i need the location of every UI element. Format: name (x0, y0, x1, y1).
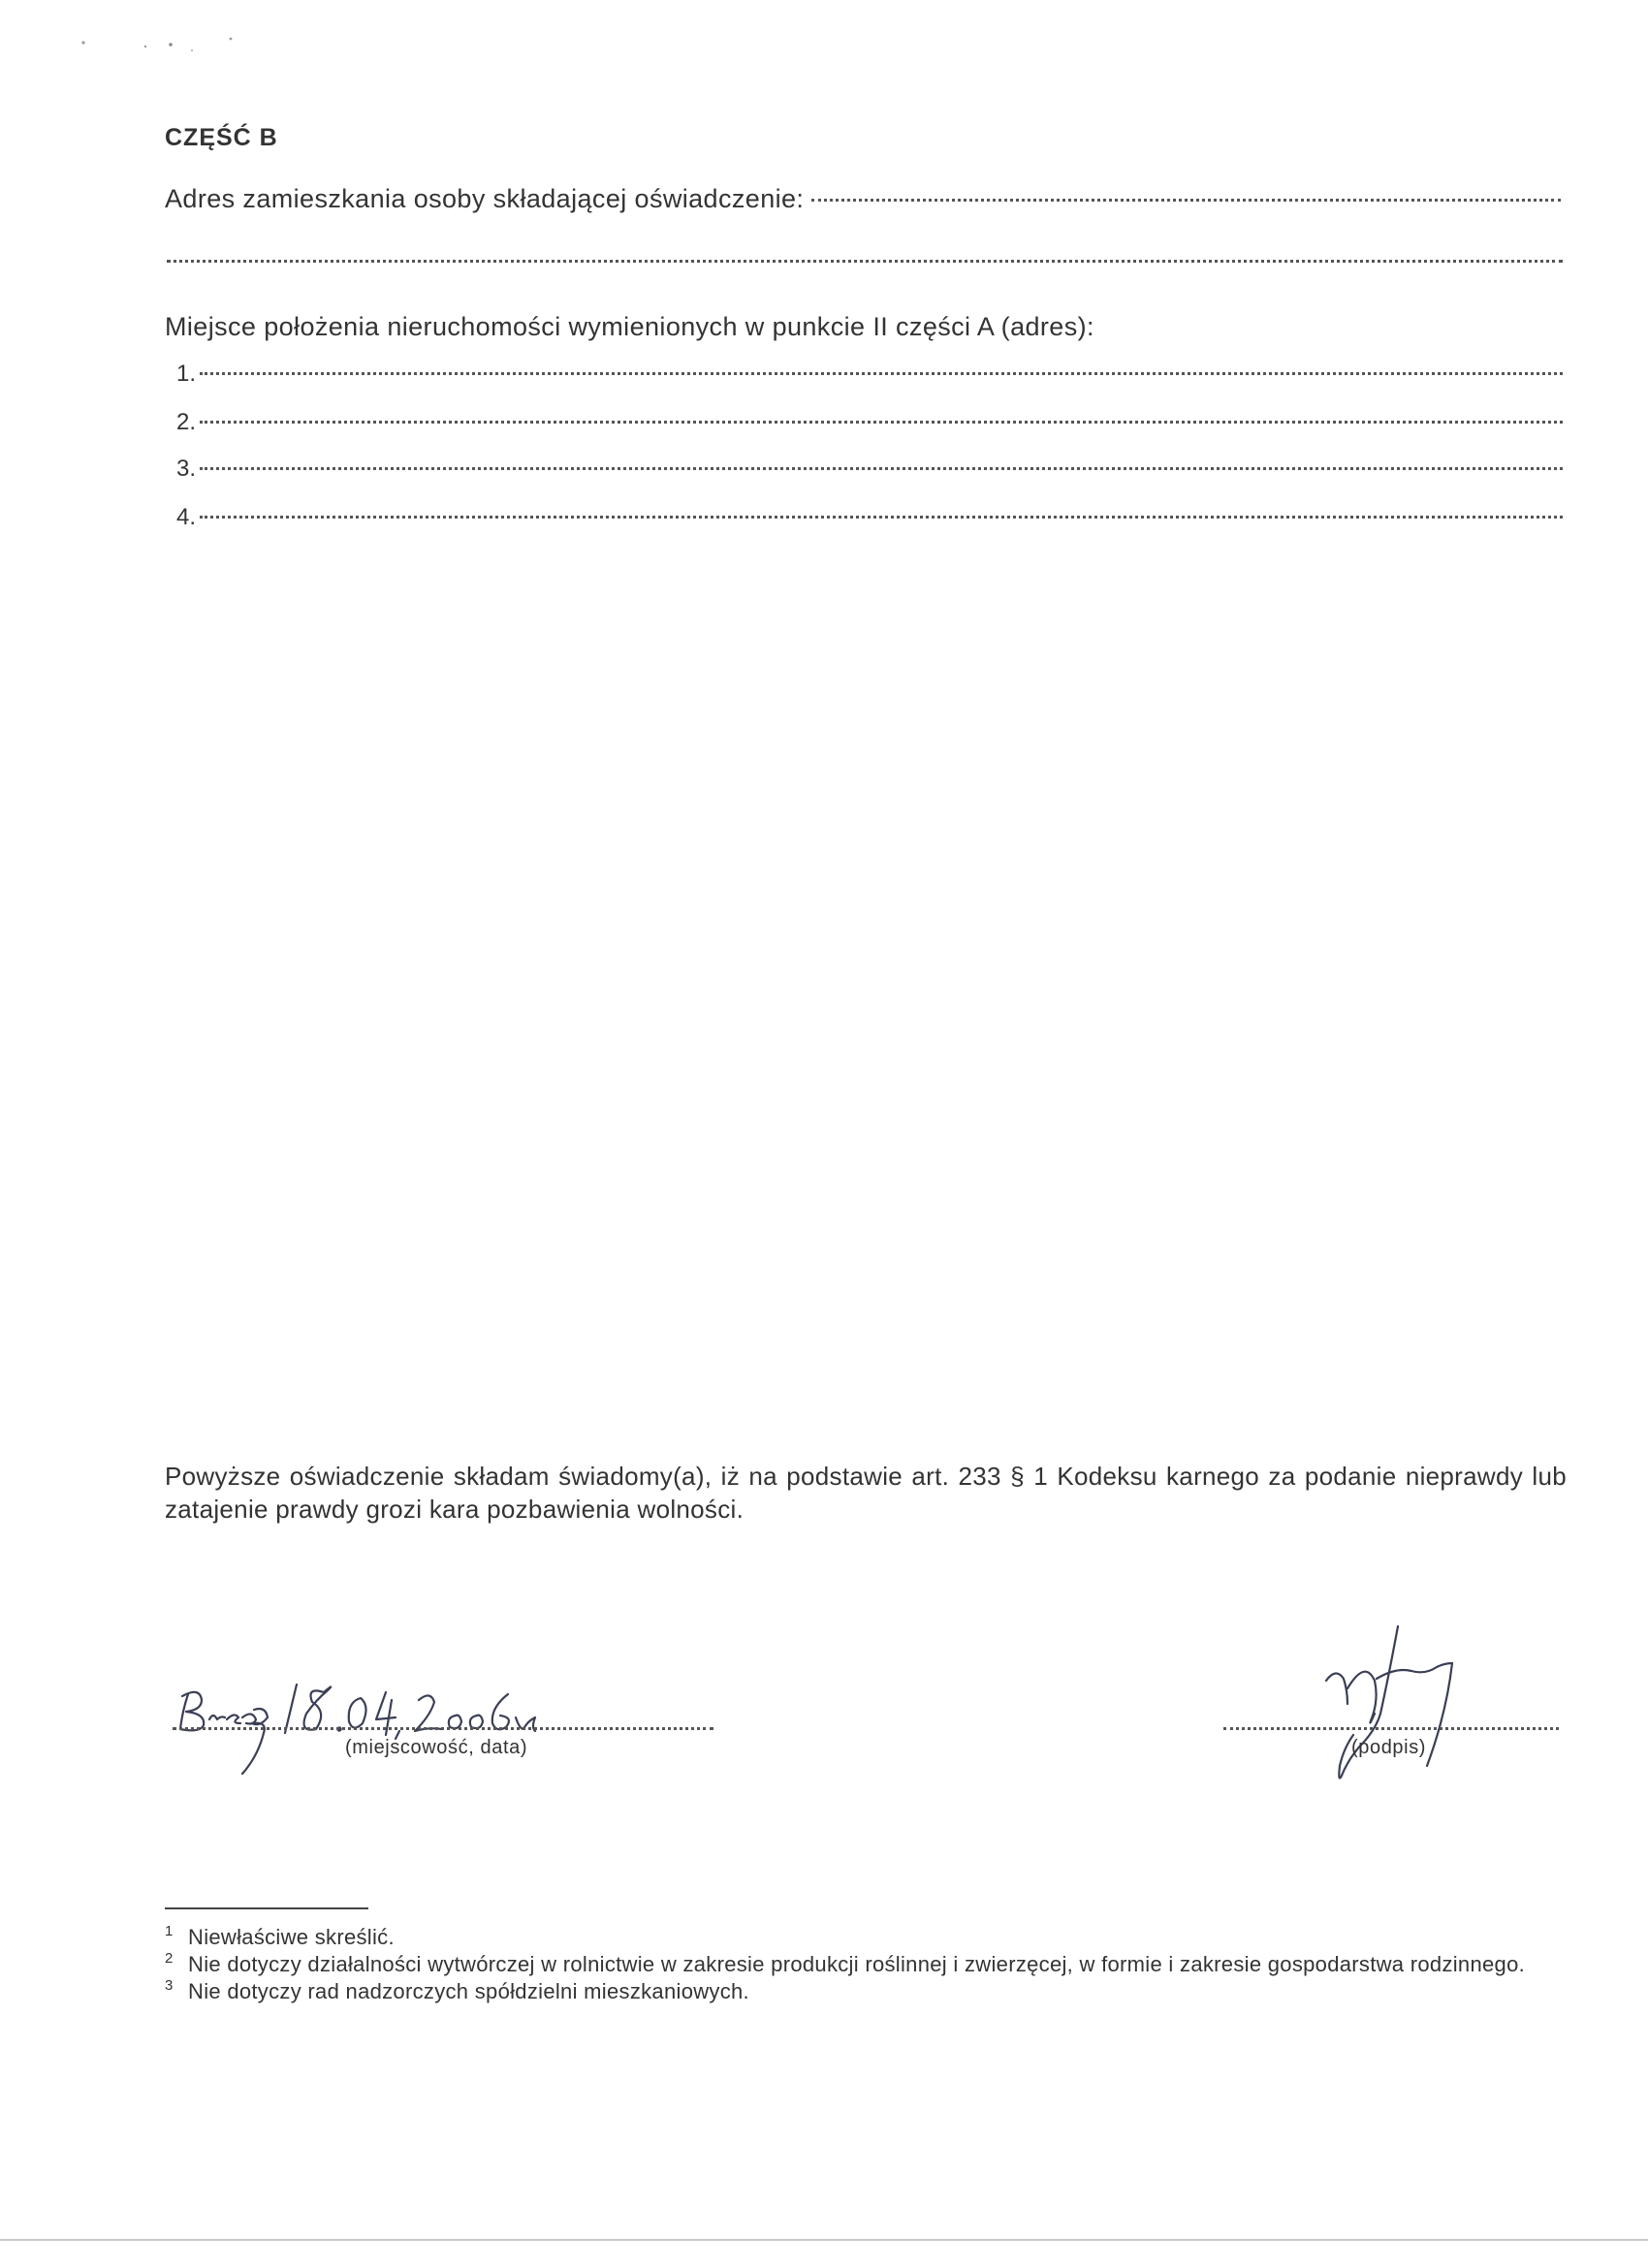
property-item-dotted-line (200, 516, 1563, 519)
property-item-number: 3. (176, 456, 197, 482)
address-dotted-line (811, 199, 1561, 202)
footnote-text: Nie dotyczy rad nadzorczych spółdzielni mieszkaniowych. (188, 1979, 749, 2003)
property-item-dotted-line (200, 421, 1563, 424)
footnote-number: 3 (165, 1977, 174, 1994)
property-item-1 (176, 361, 1563, 388)
declaration-statement: Powyższe oświadczenie składam świadomy(a), iż na podstawie art. 233 § 1 Kodeksu karnego za podanie nieprawdy lub zatajenie prawdy grozi kara pozbawienia wolności. (165, 1462, 1567, 1524)
handwritten-signature (1318, 1621, 1493, 1785)
place-date-dotted-line (173, 1727, 713, 1730)
signature-label: (podpis) (1351, 1737, 1427, 1758)
property-item-2 (176, 409, 1563, 436)
property-item-dotted-line (200, 372, 1563, 375)
property-item-number: 1. (176, 361, 197, 387)
property-item-number: 2. (176, 409, 197, 435)
address-field (165, 184, 1561, 214)
scan-specks (78, 29, 252, 58)
address-dotted-line-2 (167, 260, 1563, 263)
address-label: Adres zamieszkania osoby składającej oświadczenie: (165, 184, 805, 213)
section-heading: CZĘŚĆ B (165, 124, 278, 151)
footnote-number: 2 (165, 1950, 174, 1967)
property-field (165, 312, 1561, 342)
footnotes (165, 1925, 1570, 2006)
scan-bottom-edge (0, 2239, 1648, 2241)
place-date-label: (miejscowość, data) (345, 1737, 528, 1758)
footnote-3 (165, 1979, 1570, 2003)
property-item-number: 4. (176, 504, 197, 530)
property-item-4 (176, 504, 1563, 531)
property-label: Miejsce położenia nieruchomości wymienionych w punkcie II części A (adres): (165, 312, 1094, 341)
footnote-number: 1 (165, 1923, 174, 1939)
footnote-text: Niewłaściwe skreślić. (188, 1925, 395, 1949)
footnote-text: Nie dotyczy działalności wytwórczej w rolnictwie w zakresie produkcji roślinnej i zwierzęcej, w formie i zakresie gospodarstwa rodzinnego. (188, 1952, 1526, 1976)
handwritten-place-date (171, 1673, 597, 1780)
property-item-3 (176, 456, 1563, 483)
footnote-divider (165, 1907, 368, 1909)
footnote-1 (165, 1925, 1570, 1949)
footnote-2 (165, 1952, 1570, 1976)
property-item-dotted-line (200, 467, 1563, 470)
signature-dotted-line (1223, 1727, 1559, 1730)
